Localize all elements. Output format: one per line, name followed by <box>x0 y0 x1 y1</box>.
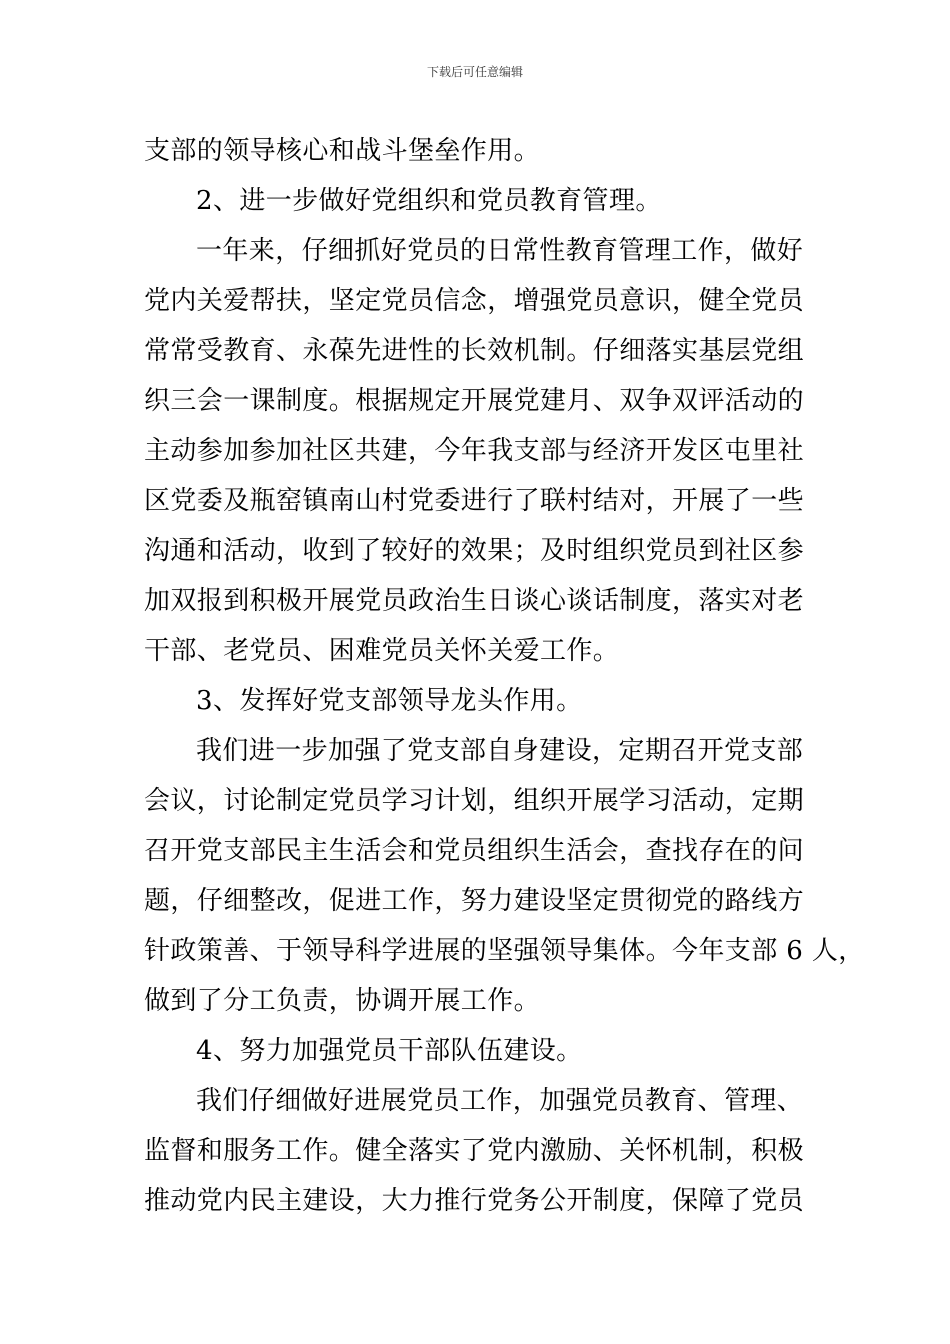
body-line: 支部的领导核心和战斗堡垒作用。 <box>144 136 541 166</box>
paragraph-first-line: 一年来，仔细抓好党员的日常性教育管理工作，做好 <box>196 236 804 266</box>
body-line: 常常受教育、永葆先进性的长效机制。仔细落实基层党组 <box>144 336 805 366</box>
body-line: 加双报到积极开展党员政治生日谈心谈话制度，落实对老 <box>144 586 805 616</box>
body-line: 做到了分工负责，协调开展工作。 <box>144 986 541 1016</box>
paragraph-first-line: 我们进一步加强了党支部自身建设，定期召开党支部 <box>196 736 804 766</box>
body-line: 监督和服务工作。健全落实了党内激励、关怀机制，积极 <box>144 1136 805 1166</box>
body-line: 召开党支部民主生活会和党员组织生活会，查找存在的问 <box>144 836 805 866</box>
body-line: 织三会一课制度。根据规定开展党建月、双争双评活动的 <box>144 386 805 416</box>
body-line: 沟通和活动，收到了较好的效果；及时组织党员到社区参 <box>144 536 805 566</box>
body-line: 针政策善、于领导科学进展的坚强领导集体。今年支部 6 人， <box>144 936 865 966</box>
body-line: 区党委及瓶窑镇南山村党委进行了联村结对，开展了一些 <box>144 486 805 516</box>
body-line: 推动党内民主建设，大力推行党务公开制度，保障了党员 <box>144 1186 805 1216</box>
body-line: 干部、老党员、困难党员关怀关爱工作。 <box>144 636 620 666</box>
body-line: 题，仔细整改，促进工作，努力建设坚定贯彻党的路线方 <box>144 886 805 916</box>
section-heading: 3、发挥好党支部领导龙头作用。 <box>196 686 583 716</box>
section-heading: 2、进一步做好党组织和党员教育管理。 <box>196 186 662 216</box>
paragraph-first-line: 我们仔细做好进展党员工作，加强党员教育、管理、 <box>196 1086 804 1116</box>
body-line: 党内关爱帮扶，坚定党员信念，增强党员意识，健全党员 <box>144 286 805 316</box>
section-heading: 4、努力加强党员干部队伍建设。 <box>196 1036 583 1066</box>
header-note: 下载后可任意编辑 <box>426 65 523 79</box>
body-line: 主动参加参加社区共建，今年我支部与经济开发区屯里社 <box>144 436 805 466</box>
body-line: 会议，讨论制定党员学习计划，组织开展学习活动，定期 <box>144 786 805 816</box>
